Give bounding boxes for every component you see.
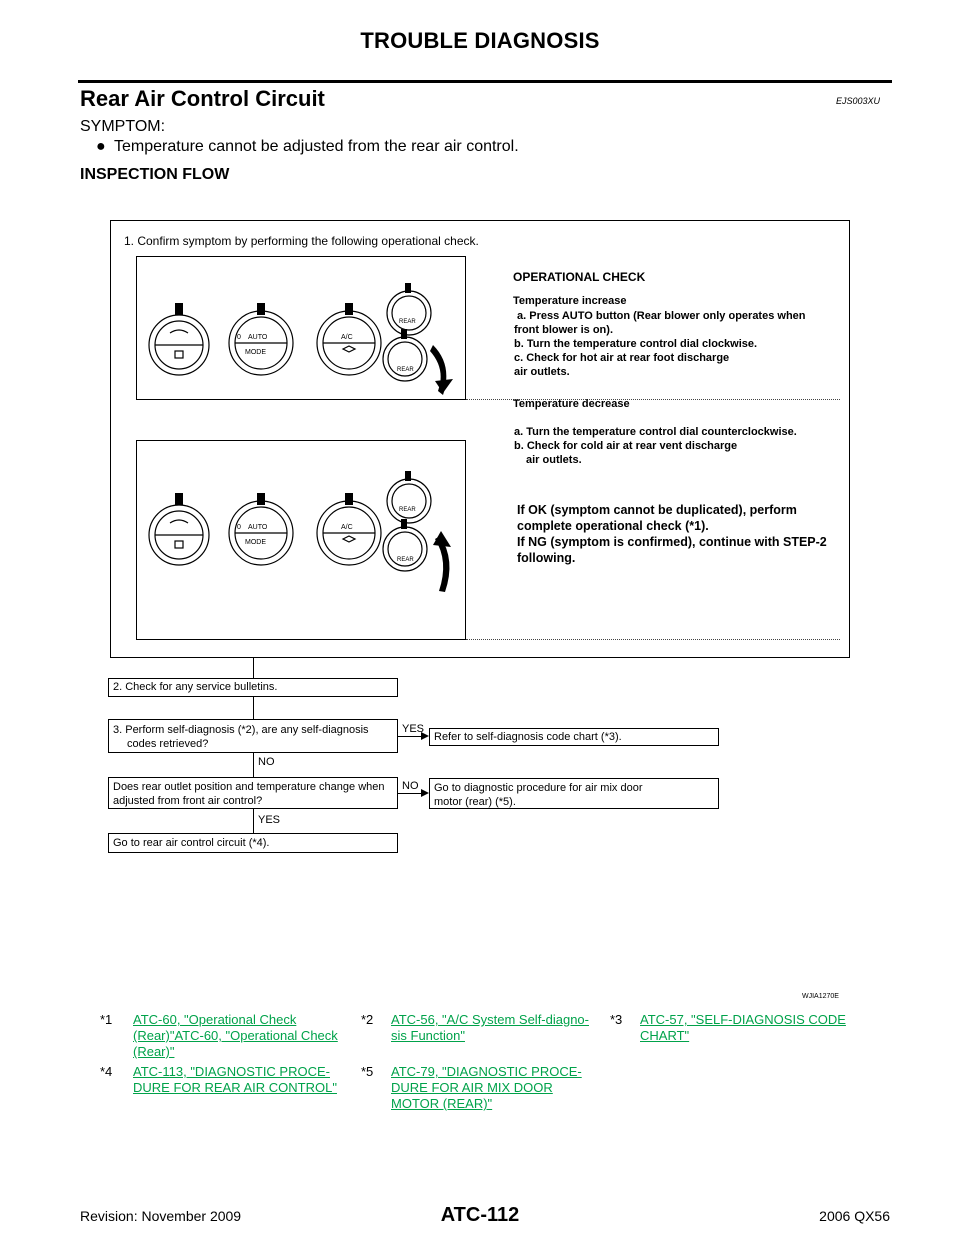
symptom-text: Temperature cannot be adjusted from the rear air control. <box>114 138 519 155</box>
control-panel-illustration-decrease <box>136 440 466 640</box>
increase-step-c: c. Check for hot air at rear foot discharge <box>514 352 730 364</box>
footnote-1-mark: *1 <box>100 1012 113 1027</box>
footnote-5-line2[interactable]: DURE FOR AIR MIX DOOR <box>391 1080 553 1095</box>
symptom-item <box>96 138 519 156</box>
dial2-mode-label: MODE <box>245 539 266 546</box>
yes1-result-text: Refer to self-diagnosis code chart (*3). <box>434 731 622 743</box>
dial2-zero-label: 0 <box>237 524 241 531</box>
footnote-2-link[interactable] <box>391 1012 601 1044</box>
control-panel-illustration-increase <box>136 256 466 400</box>
increase-step-c-cont: air outlets. <box>514 366 570 378</box>
footnote-4-line2[interactable]: DURE FOR REAR AIR CONTROL" <box>133 1080 337 1095</box>
footnote-2-mark: *2 <box>361 1012 374 1027</box>
dial-auto-label: AUTO <box>248 334 268 341</box>
arrow-right-icon <box>421 732 429 740</box>
yes-label-2: YES <box>258 814 281 826</box>
dial2-rear-label: REAR <box>399 507 416 513</box>
no2-result-line1: Go to diagnostic procedure for air mix door <box>434 782 643 794</box>
step5-box <box>108 833 398 853</box>
footer-revision: Revision: November 2009 <box>80 1208 242 1224</box>
footnote-3-mark: *3 <box>610 1012 623 1027</box>
step2-text: 2. Check for any service bulletins. <box>113 681 278 693</box>
connector-2-3 <box>253 697 254 719</box>
ng-note-line2: following. <box>517 551 576 565</box>
yes-label-1: YES <box>402 723 425 735</box>
footnote-2-line2[interactable]: sis Function" <box>391 1028 465 1043</box>
step4-box <box>108 777 398 809</box>
increase-step-a-cont: front blower is on). <box>514 324 613 336</box>
increase-step-b: b. Turn the temperature control dial clockwise. <box>514 338 758 350</box>
step3-text-line2: codes retrieved? <box>127 738 209 750</box>
step3-box <box>108 719 398 753</box>
footnote-4-link[interactable] <box>133 1064 353 1096</box>
footnote-1-line2[interactable]: (Rear)"ATC-60, "Operational Check <box>133 1028 338 1043</box>
decrease-step-b-cont: air outlets. <box>526 454 582 466</box>
dial-rear-label: REAR <box>399 319 416 325</box>
connector-4-5 <box>253 809 254 833</box>
dial2-ac-label: A/C <box>341 524 353 531</box>
dials-increase-illustration <box>137 257 465 399</box>
decrease-step-a: a. Turn the temperature control dial counterclockwise. <box>514 426 797 438</box>
section-code: EJS003XU <box>836 96 881 106</box>
footnote-5-mark: *5 <box>361 1064 374 1079</box>
dials-decrease-illustration <box>137 441 465 639</box>
footer-page-number: ATC-112 <box>440 1204 520 1226</box>
header-rule <box>78 80 892 83</box>
footnote-5-line1[interactable]: ATC-79, "DIAGNOSTIC PROCE- <box>391 1064 582 1079</box>
footnote-4-line1[interactable]: ATC-113, "DIAGNOSTIC PROCE- <box>133 1064 330 1079</box>
dial-mode-label: MODE <box>245 349 266 356</box>
footnote-2-line1[interactable]: ATC-56, "A/C System Self-diagno- <box>391 1012 589 1027</box>
panel2-dotted-rule <box>466 639 840 640</box>
page-header: TROUBLE DIAGNOSIS <box>360 28 600 53</box>
ok-note-line2: complete operational check (*1). <box>517 519 709 533</box>
inspection-flow-title: INSPECTION FLOW <box>80 166 230 183</box>
ok-note-line1: If OK (symptom cannot be duplicated), perform <box>517 503 797 517</box>
no-label-2: NO <box>402 780 419 792</box>
no2-result-line2: motor (rear) (*5). <box>434 796 516 808</box>
decrease-step-b: b. Check for cold air at rear vent discharge <box>514 440 738 452</box>
footnote-1-line1[interactable]: ATC-60, "Operational Check <box>133 1012 297 1027</box>
footnote-5-line3[interactable]: MOTOR (REAR)" <box>391 1096 493 1111</box>
connector-3-4 <box>253 753 254 777</box>
step5-text: Go to rear air control circuit (*4). <box>113 837 270 849</box>
yes-connector-1 <box>398 736 422 737</box>
dial2-auto-label: AUTO <box>248 524 268 531</box>
ng-note-line1: If NG (symptom is confirmed), continue with STEP-2 <box>517 535 827 549</box>
footer-model: 2006 QX56 <box>819 1208 890 1224</box>
step4-text-line1: Does rear outlet position and temperature change when <box>113 781 385 793</box>
temperature-decrease-title: Temperature decrease <box>513 398 630 410</box>
dial-zero-label: 0 <box>237 334 241 341</box>
dial-rear-temp-label: REAR <box>397 367 414 373</box>
connector-1-2 <box>253 658 254 678</box>
no-label-1: NO <box>258 756 275 768</box>
footnote-3-link[interactable] <box>640 1012 880 1044</box>
footnote-3-line1[interactable]: ATC-57, "SELF-DIAGNOSIS CODE <box>640 1012 846 1027</box>
figure-code: WJIA1270E <box>802 993 839 1000</box>
step1-text: 1. Confirm symptom by performing the following operational check. <box>124 234 479 248</box>
step4-text-line2: adjusted from front air control? <box>113 795 263 807</box>
footnote-3-line2[interactable]: CHART" <box>640 1028 690 1043</box>
dial2-rear-temp-label: REAR <box>397 557 414 563</box>
footnote-4-mark: *4 <box>100 1064 113 1079</box>
step3-text-line1: 3. Perform self-diagnosis (*2), are any self-diagnosis <box>113 724 369 736</box>
step2-box <box>108 678 398 697</box>
section-title: Rear Air Control Circuit <box>80 86 325 111</box>
operational-check-title: OPERATIONAL CHECK <box>513 270 646 284</box>
footnote-1-link[interactable] <box>133 1012 353 1060</box>
bullet-icon: ● <box>96 138 106 155</box>
dial-ac-label: A/C <box>341 334 353 341</box>
footnote-1-line3[interactable]: (Rear)" <box>133 1044 175 1059</box>
self-diagnosis-chart-box <box>429 728 719 746</box>
temperature-increase-title: Temperature increase <box>513 295 627 307</box>
air-mix-door-box <box>429 778 719 809</box>
symptom-label: SYMPTOM: <box>80 118 166 135</box>
no-connector-2 <box>398 793 422 794</box>
footnote-5-link[interactable] <box>391 1064 601 1112</box>
increase-step-a: a. Press AUTO button (Rear blower only operates when <box>517 310 806 322</box>
arrow-right-icon-2 <box>421 789 429 797</box>
